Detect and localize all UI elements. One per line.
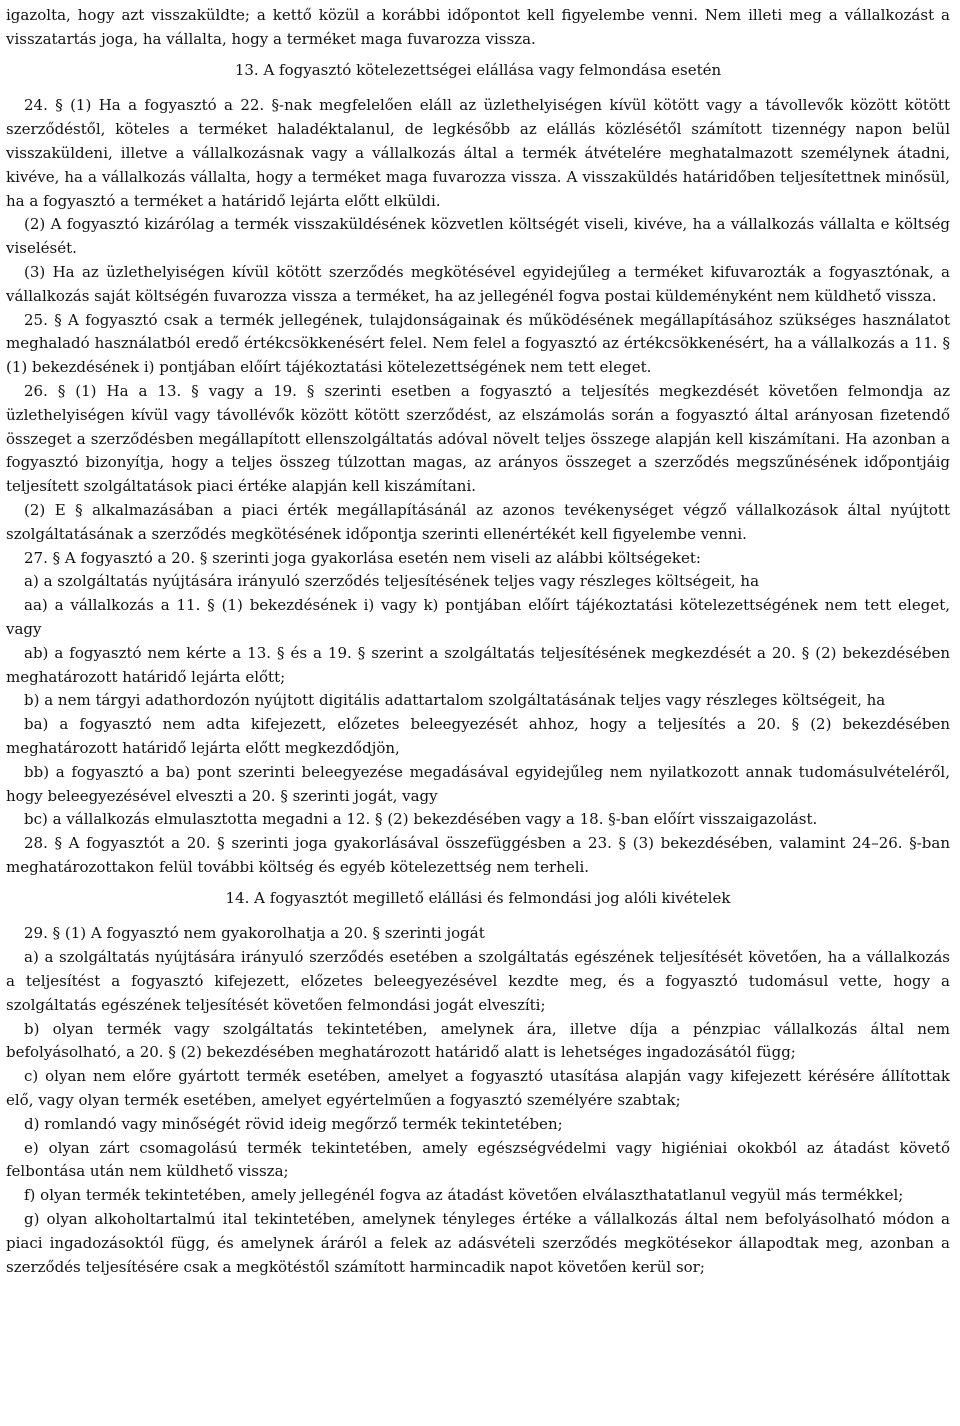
paragraph: (2) A fogyasztó kizárólag a termék visszaküldésének közvetlen költségét viseli, kivéve, ha a vállalkozás vállalta e költség viselését. bbox=[6, 215, 950, 258]
paragraph: aa) a vállalkozás a 11. § (1) bekezdésének i) vagy k) pontjában előírt tájékoztatási kötelezettségének nem tett eleget, vagy bbox=[6, 596, 950, 638]
paragraph: 26. § (1) Ha a 13. § vagy a 19. § szerinti esetben a fogyasztó a teljesítés megkezdését követően felmondja az üzlethelyiségen kívül vagy távollévők között kötött szerződést, az elszámolás során a fogyasztó által arányosan fizetendő összeget a szerződésben megállapított ellenszolgáltatás adóval növelt teljes összege alapján kell kiszámítani. Ha azonban a fogyasztó bizonyítja, hogy a teljes összeg túlzottan magas, az arányos összeget a szerződés megszűnésének időpontjáig teljesített szolgáltatások piaci értéke alapján kell kiszámítani. bbox=[6, 381, 950, 496]
paragraph: c) olyan nem előre gyártott termék esetében, amelyet a fogyasztó utasítása alapján vagy kifejezett kérésére állítottak elő, vagy olyan termék esetében, amelyet egyértelműen a fogyasztó személyére szabtak; bbox=[6, 1067, 950, 1110]
paragraph: e) olyan zárt csomagolású termék tekintetében, amely egészségvédelmi vagy higiéniai okokból az átadást követő felbontása után nem küldhető vissza; bbox=[6, 1138, 950, 1181]
paragraph: bb) a fogyasztó a ba) pont szerinti beleegyezése megadásával egyidejűleg nem nyilatkozott annak tudomásulvételéről, hogy beleegyezésével elveszti a 20. § szerinti jogát, vagy bbox=[6, 762, 950, 805]
paragraph: b) a nem tárgyi adathordozón nyújtott digitális adattartalom szolgáltatásának teljes vagy részleges költségeit, ha bbox=[24, 691, 886, 710]
paragraph: 25. § A fogyasztó csak a termék jellegének, tulajdonságainak és működésének megállapításához szükséges használatot meghaladó használatból eredő értékcsökkenésért felel. Nem felel a fogyasztó az értékcsökkenésért, ha a vállalkozás a 11. § (1) bekezdésének i) pontjában előírt tájékoztatási kötelezettségének nem tett eleget. bbox=[6, 310, 950, 377]
paragraph: (2) E § alkalmazásában a piaci érték megállapításánál az azonos tevékenységet végző vállalkozások által nyújtott szolgáltatásának a szerződés megkötésének időpontja szerinti ellenértékét kell figyelembe venni. bbox=[6, 500, 950, 543]
paragraph: 28. § A fogyasztót a 20. § szerinti joga gyakorlásával összefüggésben a 23. § (3) bekezdésében, valamint 24–26. §-ban meghatározottakon felül további költség és egyéb kötelezettség nem terheli. bbox=[6, 834, 950, 876]
paragraph: 29. § (1) A fogyasztó nem gyakorolhatja a 20. § szerinti jogát bbox=[24, 924, 485, 943]
paragraph: d) romlandó vagy minőségét rövid ideig megőrző termék tekintetében; bbox=[24, 1114, 563, 1133]
paragraph: 24. § (1) Ha a fogyasztó a 22. §-nak megfelelően eláll az üzlethelyiségen kívül kötött vagy a távollevők között kötött szerződéstől, köteles a terméket haladéktalanul, de legkésőbb az elállás közlésétől számított tizennégy napon belül visszaküldeni, illetve a vállalkozásnak vagy a vállalkozás által a termék átvételére meghatalmazott személynek átadni, kivéve, ha a vállalkozás vállalta, hogy a terméket maga fuvarozza vissza. A visszaküldés határidőben teljesítettnek minősül, ha a fogyasztó a terméket a határidő lejárta előtt elküldi. bbox=[6, 96, 950, 210]
paragraph: a) a szolgáltatás nyújtására irányuló szerződés esetében a szolgáltatás egészének teljesítését követően, ha a vállalkozás a teljesítést a fogyasztó kifejezett, előzetes beleegyezésével kezdte meg, és a fogyasztó tudomásul vette, hogy a szolgáltatás egészének teljesítését követően felmondási jogát elveszíti; bbox=[6, 948, 950, 1014]
paragraph: a) a szolgáltatás nyújtására irányuló szerződés teljesítésének teljes vagy részleges költségeit, ha bbox=[24, 572, 760, 591]
paragraph: igazolta, hogy azt visszaküldte; a kettő közül a korábbi időpontot kell figyelembe venni. Nem illeti meg a vállalkozást a visszatartás joga, ha vállalta, hogy a terméket maga fuvarozza vissza. bbox=[6, 6, 950, 48]
paragraph: (3) Ha az üzlethelyiségen kívül kötött szerződés megkötésével egyidejűleg a terméket kifuvarozták a fogyasztónak, a vállalkozás saját költségén fuvarozza vissza a terméket, ha az jellegénél fogva postai küldeményként nem küldhető vissza. bbox=[6, 262, 950, 305]
paragraph: b) olyan termék vagy szolgáltatás tekintetében, amelynek ára, illetve díja a pénzpiac vállalkozás által nem befolyásolható, a 20. § (2) bekezdésében meghatározott határidő alatt is lehetséges ingadozásától függ; bbox=[6, 1019, 950, 1062]
section-heading: 14. A fogyasztót megillető elállási és felmondási jog alóli kivételek bbox=[225, 888, 731, 907]
paragraph: f) olyan termék tekintetében, amely jellegénél fogva az átadást követően elválaszthatatlanul vegyül más termékkel; bbox=[24, 1186, 904, 1205]
paragraph: ab) a fogyasztó nem kérte a 13. § és a 19. § szerint a szolgáltatás teljesítésének megkezdését a 20. § (2) bekezdésében meghatározott határidő lejárta előtt; bbox=[6, 643, 950, 686]
paragraph: g) olyan alkoholtartalmú ital tekintetében, amelynek tényleges értéke a vállalkozás által nem befolyásolható módon a piaci ingadozásoktól függ, és amelynek áráról a felek az adásvételi szerződés megkötésekor állapodtak meg, azonban a szerződés teljesítésére csak a megkötéstől számított harmincadik napot követően kerül sor; bbox=[6, 1210, 950, 1276]
section-heading: 13. A fogyasztó kötelezettségei elállása vagy felmondása esetén bbox=[234, 60, 722, 79]
paragraph: 27. § A fogyasztó a 20. § szerinti joga gyakorlása esetén nem viseli az alábbi költségeket: bbox=[24, 548, 701, 567]
paragraph: bc) a vállalkozás elmulasztotta megadni a 12. § (2) bekezdésében vagy a 18. §-ban előírt visszaigazolást. bbox=[24, 810, 818, 829]
paragraph: ba) a fogyasztó nem adta kifejezett, előzetes beleegyezését ahhoz, hogy a teljesítés a 20. § (2) bekezdésében meghatározott határidő lejárta előtt megkezdődjön, bbox=[6, 715, 950, 757]
